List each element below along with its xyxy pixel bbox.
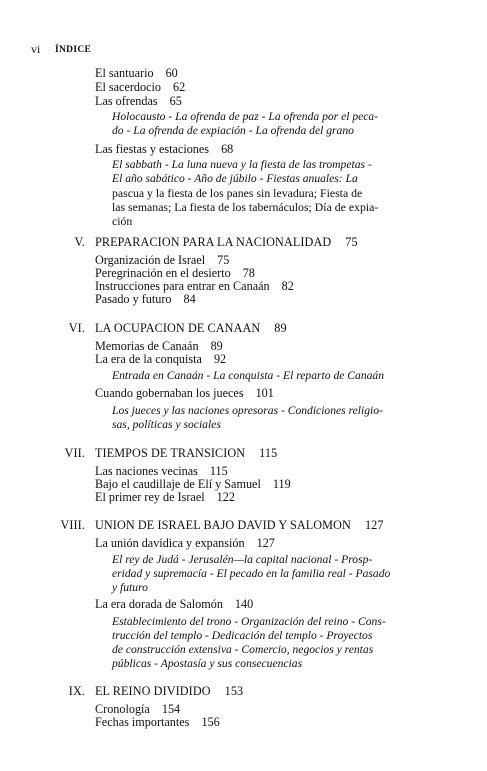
- toc-entry-label: El santuario: [95, 66, 154, 80]
- chapter-heading: [68, 321, 287, 335]
- running-header: ÍNDICE: [55, 45, 92, 55]
- toc-entry-label: Memorias de Canaán: [95, 339, 199, 353]
- toc-entry-label: La era de la conquista: [95, 352, 202, 366]
- toc-subtopics: Entrada en Canaán - La conquista - El reparto de Canaán: [112, 369, 385, 382]
- toc-subtopics: eridad y supremacía - El pecado en la familia real - Pasado: [112, 567, 391, 580]
- chapter-number: VI.: [68, 321, 85, 335]
- toc-page-number: 89: [210, 339, 223, 353]
- chapter-heading: [60, 518, 384, 532]
- toc-page-number: 156: [201, 715, 220, 729]
- toc-subtopics: trucción del templo - Dedicación del templo - Proyectos: [112, 629, 373, 642]
- toc-entry-label: Las fiestas y estaciones: [95, 142, 210, 156]
- toc-entry-label: Peregrinación en el desierto: [95, 266, 231, 280]
- chapter-number: V.: [74, 235, 85, 249]
- toc-subtopics: El año sabático - Año de júbilo - Fiestas anuales: La: [112, 172, 358, 185]
- toc-entry: [95, 142, 233, 156]
- toc-page-number: 68: [221, 142, 234, 156]
- toc-entry-label: Organización de Israel: [95, 253, 206, 267]
- toc-entry: [95, 352, 226, 366]
- toc-entry-label: El sacerdocio: [95, 80, 161, 94]
- chapter-heading: [74, 235, 358, 249]
- toc-subtopics: ción: [112, 214, 133, 228]
- toc-page-number: 60: [165, 66, 178, 80]
- toc-subtopics: do - La ofrenda de expiación - La ofrenda del grano: [112, 124, 354, 137]
- toc-subtopics: pascua y la fiesta de los panes sin levadura; Fiesta de: [112, 186, 363, 200]
- toc-page-number: 122: [216, 490, 235, 504]
- toc-page-number: 127: [364, 518, 384, 532]
- toc-entry-label: El primer rey de Israel: [95, 490, 205, 504]
- toc-entry-label: Las ofrendas: [95, 94, 158, 108]
- toc-page-number: 65: [169, 94, 182, 108]
- toc-page-number: 127: [256, 536, 275, 550]
- toc-subtopics: sas, políticas y sociales: [112, 418, 221, 431]
- chapter-title: TIEMPOS DE TRANSICION: [95, 446, 246, 460]
- toc-entry: [95, 464, 228, 478]
- toc-entry: [95, 702, 180, 716]
- toc-subtopics: y futuro: [112, 581, 148, 594]
- toc-entry: [95, 386, 274, 400]
- toc-entry: [95, 490, 235, 504]
- toc-entry-label: Cuando gobernaban los jueces: [95, 386, 244, 400]
- toc-subtopics: El sabbath - La luna nueva y la fiesta de las trompetas -: [112, 158, 372, 171]
- toc-entry-label: La era dorada de Salomón: [95, 597, 223, 611]
- toc-entry: [95, 715, 220, 729]
- chapter-title: PREPARACION PARA LA NACIONALIDAD: [95, 235, 332, 249]
- toc-subtopics: Holocausto - La ofrenda de paz - La ofrenda por el peca-: [112, 110, 379, 123]
- toc-entry-label: Fechas importantes: [95, 715, 190, 729]
- toc-page-number: 115: [209, 464, 228, 478]
- toc-page-number: 78: [242, 266, 255, 280]
- toc-page-number: 89: [274, 321, 287, 335]
- toc-entry: [95, 80, 185, 94]
- chapter-title: UNION DE ISRAEL BAJO DAVID Y SALOMON: [95, 518, 351, 532]
- chapter-heading: [68, 684, 244, 698]
- toc-entry: [95, 597, 253, 611]
- toc-entry: [95, 279, 294, 293]
- toc-subtopics: Los jueces y las naciones opresoras - Condiciones religio-: [112, 404, 383, 417]
- toc-page-number: 75: [345, 235, 358, 249]
- toc-entry-label: Pasado y futuro: [95, 292, 172, 306]
- chapter-title: LA OCUPACION DE CANAAN: [95, 321, 261, 335]
- toc-page-number: 140: [234, 597, 254, 611]
- toc-entry-label: Las naciones vecinas: [95, 464, 198, 478]
- toc-entry: [95, 94, 182, 108]
- chapter-heading: [64, 446, 278, 460]
- toc-subtopics: Establecimiento del trono - Organización del reino - Cons-: [112, 615, 386, 628]
- toc-page-number: 154: [161, 702, 181, 716]
- toc-page-number: 62: [172, 80, 186, 94]
- toc-entry-label: La unión davídica y expansión: [95, 536, 245, 550]
- toc-page-number: 153: [224, 684, 244, 698]
- toc-entry-label: Instrucciones para entrar en Canaán: [95, 279, 270, 293]
- toc-subtopics: públicas - Apostasía y sus consecuencias: [112, 657, 303, 670]
- toc-entry: [95, 477, 291, 491]
- toc-entry: [95, 66, 178, 80]
- toc-subtopics: de construcción extensiva - Comercio, negocios y rentas: [112, 643, 374, 656]
- toc-entry: [95, 266, 255, 280]
- toc-subtopics: El rey de Judá - Jerusalén—la capital nacional - Prosp-: [112, 553, 373, 566]
- toc-entry: [95, 339, 223, 353]
- page-number: vi: [31, 42, 41, 56]
- toc-entry: [95, 253, 229, 267]
- toc-page-number: 119: [272, 477, 291, 491]
- chapter-title: EL REINO DIVIDIDO: [95, 684, 211, 698]
- toc-page-number: 101: [255, 386, 274, 400]
- toc-page-number: 84: [183, 292, 196, 306]
- toc-entry: [95, 292, 196, 306]
- chapter-number: IX.: [68, 684, 85, 698]
- toc-subtopics: las semanas; La fiesta de los tabernáculos; Día de expia-: [112, 200, 379, 214]
- chapter-number: VII.: [64, 446, 85, 460]
- toc-page-number: 82: [281, 279, 294, 293]
- toc-page-number: 115: [259, 446, 278, 460]
- chapter-number: VIII.: [60, 518, 85, 532]
- toc-entry-label: Cronología: [95, 702, 150, 716]
- toc-page-number: 92: [213, 352, 227, 366]
- toc-page-number: 75: [217, 253, 230, 267]
- toc-entry-label: Bajo el caudillaje de Elí y Samuel: [95, 477, 261, 491]
- toc-entry: [95, 536, 275, 550]
